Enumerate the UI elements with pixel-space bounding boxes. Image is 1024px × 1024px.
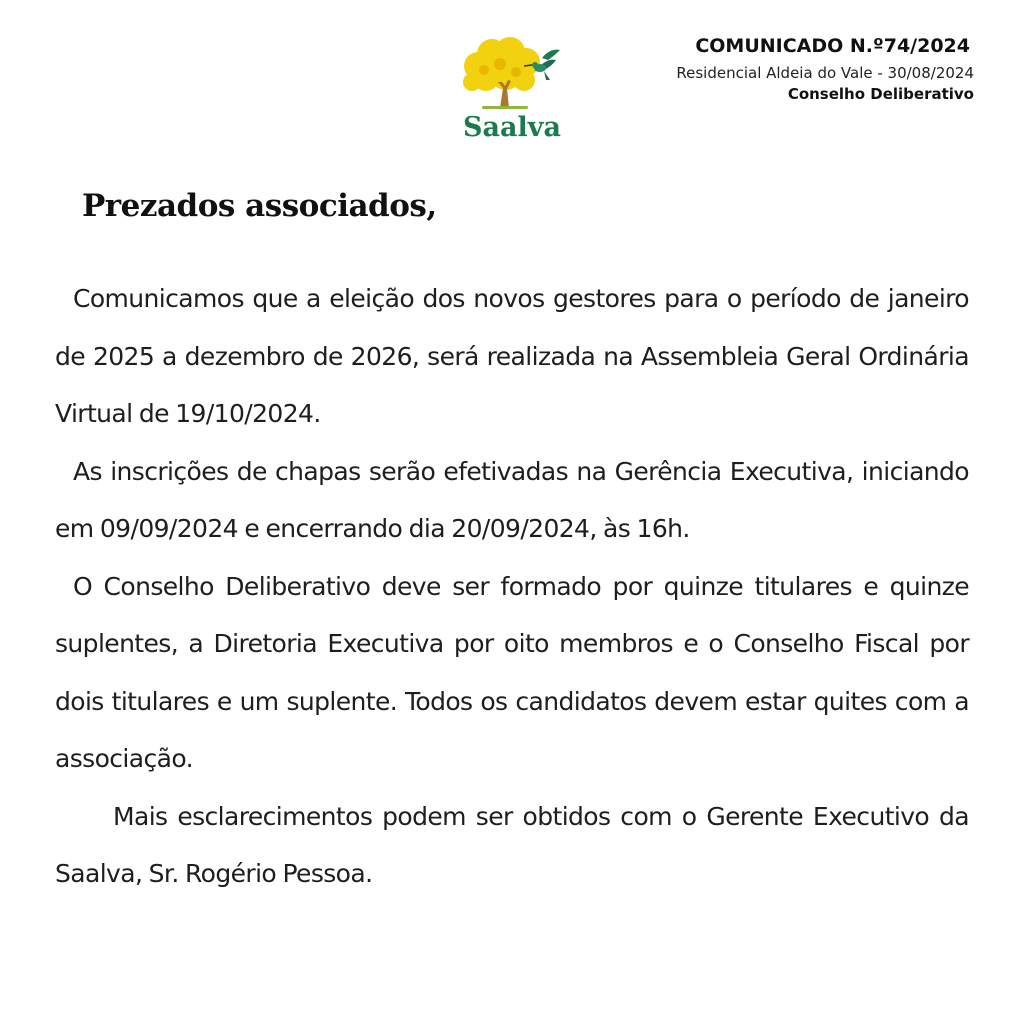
paragraph-registration: As inscrições de chapas serão efetivadas na Gerência Executiva, iniciando em 09/09/2024 e encerrando dia 20/09/2024, às 16h. bbox=[55, 456, 969, 543]
tree-with-hummingbird-icon bbox=[456, 36, 568, 112]
paragraph-composition: O Conselho Deliberativo deve ser formado por quinze titulares e quinze suplentes, a Diretoria Executiva por oito membros e o Conselho Fiscal por dois titulares e um suplente. Todos os candidatos devem estar quites com a associação. bbox=[55, 571, 969, 773]
announcement-body bbox=[55, 270, 969, 903]
location-and-date: Residencial Aldeia do Vale - 30/08/2024 bbox=[676, 64, 974, 82]
issuing-council: Conselho Deliberativo bbox=[787, 85, 974, 103]
announcement-header bbox=[676, 34, 974, 104]
logo-wordmark: Saalva bbox=[463, 112, 561, 143]
saalva-logo bbox=[456, 36, 568, 152]
announcement-number: COMUNICADO N.º74/2024 bbox=[695, 35, 970, 57]
paragraph-election-date: Comunicamos que a eleição dos novos gestores para o período de janeiro de 2025 a dezembro de 2026, será realizada na Assembleia Geral Ordinária Virtual de 19/10/2024. bbox=[55, 284, 969, 428]
paragraph-contact: Mais esclarecimentos podem ser obtidos com o Gerente Executivo da Saalva, Sr. Rogério Pessoa. bbox=[55, 801, 969, 888]
greeting-heading: Prezados associados, bbox=[82, 188, 437, 224]
